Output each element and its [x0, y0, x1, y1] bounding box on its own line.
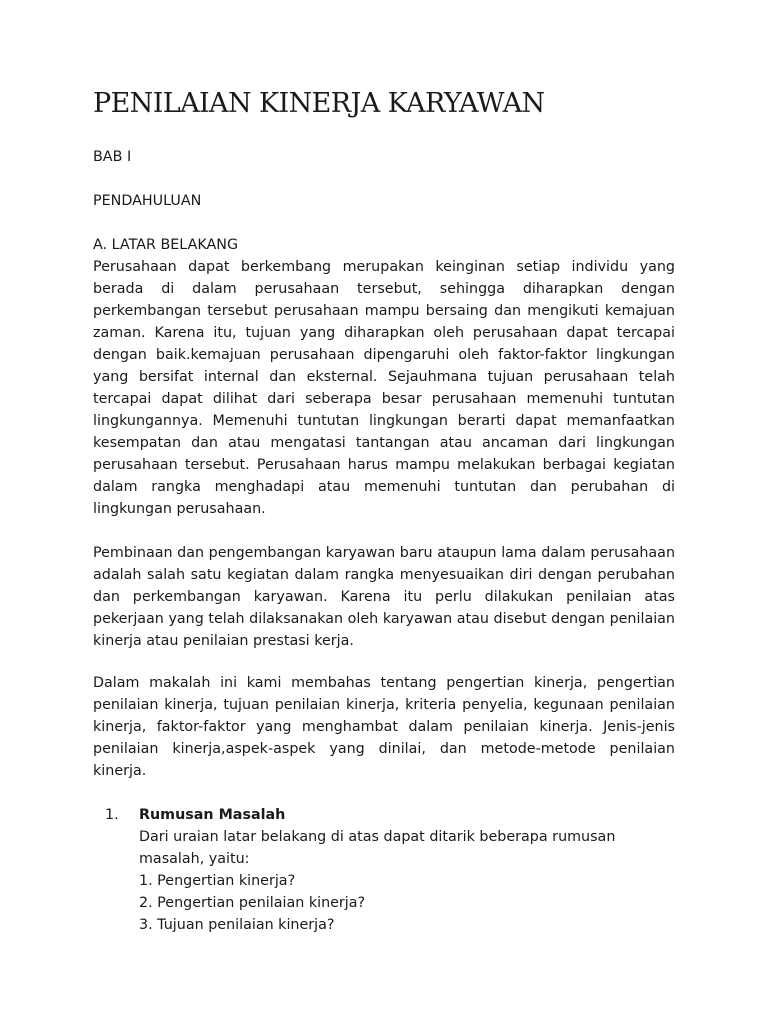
paragraph-development: Pembinaan dan pengembangan karyawan baru ataupun lama dalam perusahaan adalah salah satu kegiatan dalam rangka menyesuaikan diri dengan perubahan dan perkembangan karyawan. Karena itu perlu dilakukan penilaian atas pekerjaan yang telah dilaksanakan oleh karyawan atau disebut dengan penilaian kinerja atau penilaian prestasi kerja.	[93, 545, 675, 649]
document-title: PENILAIAN KINERJA KARYAWAN	[93, 88, 545, 119]
list-item-intro: Dari uraian latar belakang di atas dapat ditarik beberapa rumusan masalah, yaitu:	[139, 829, 616, 867]
section-heading: A. LATAR BELAKANG	[93, 237, 239, 253]
list-item: 1. Pengertian kinerja?	[139, 873, 296, 889]
list-number: 1.	[105, 807, 119, 823]
list-item: 3. Tujuan penilaian kinerja?	[139, 917, 335, 933]
chapter-label: BAB I	[93, 149, 132, 165]
paragraph-background: Perusahaan dapat berkembang merupakan keinginan setiap individu yang berada di dalam perusahaan tersebut, sehingga diharapkan dengan perkembangan tersebut perusahaan mampu bersaing dan mengikuti kemajuan zaman. Karena itu, tujuan yang diharapkan oleh perusahaan dapat tercapai dengan baik.kemajuan perusahaan dipengaruhi oleh faktor-faktor lingkungan yang bersifat internal dan eksternal. Sejauhmana tujuan perusahaan telah tercapai dapat dilihat dari seberapa besar perusahaan memenuhi tuntutan lingkungannya. Memenuhi tuntutan lingkungan berarti dapat memanfaatkan kesempatan dan atau mengatasi tantangan atau ancaman dari lingkungan perusahaan tersebut. Perusahaan harus mampu melakukan berbagai kegiatan dalam rangka menghadapi atau memenuhi tuntutan dan perubahan di lingkungan perusahaan.	[93, 259, 675, 517]
chapter-title: PENDAHULUAN	[93, 193, 202, 209]
list-item-title: Rumusan Masalah	[139, 807, 286, 823]
paragraph-scope: Dalam makalah ini kami membahas tentang pengertian kinerja, pengertian penilaian kinerja, tujuan penilaian kinerja, kriteria penyelia, kegunaan penilaian kinerja, faktor-faktor yang menghambat dalam penilaian kinerja. Jenis-jenis penilaian kinerja,aspek-aspek yang dinilai, dan metode-metode penilaian kinerja.	[93, 675, 675, 779]
list-item: 2. Pengertian penilaian kinerja?	[139, 895, 366, 911]
question-list	[139, 870, 365, 936]
